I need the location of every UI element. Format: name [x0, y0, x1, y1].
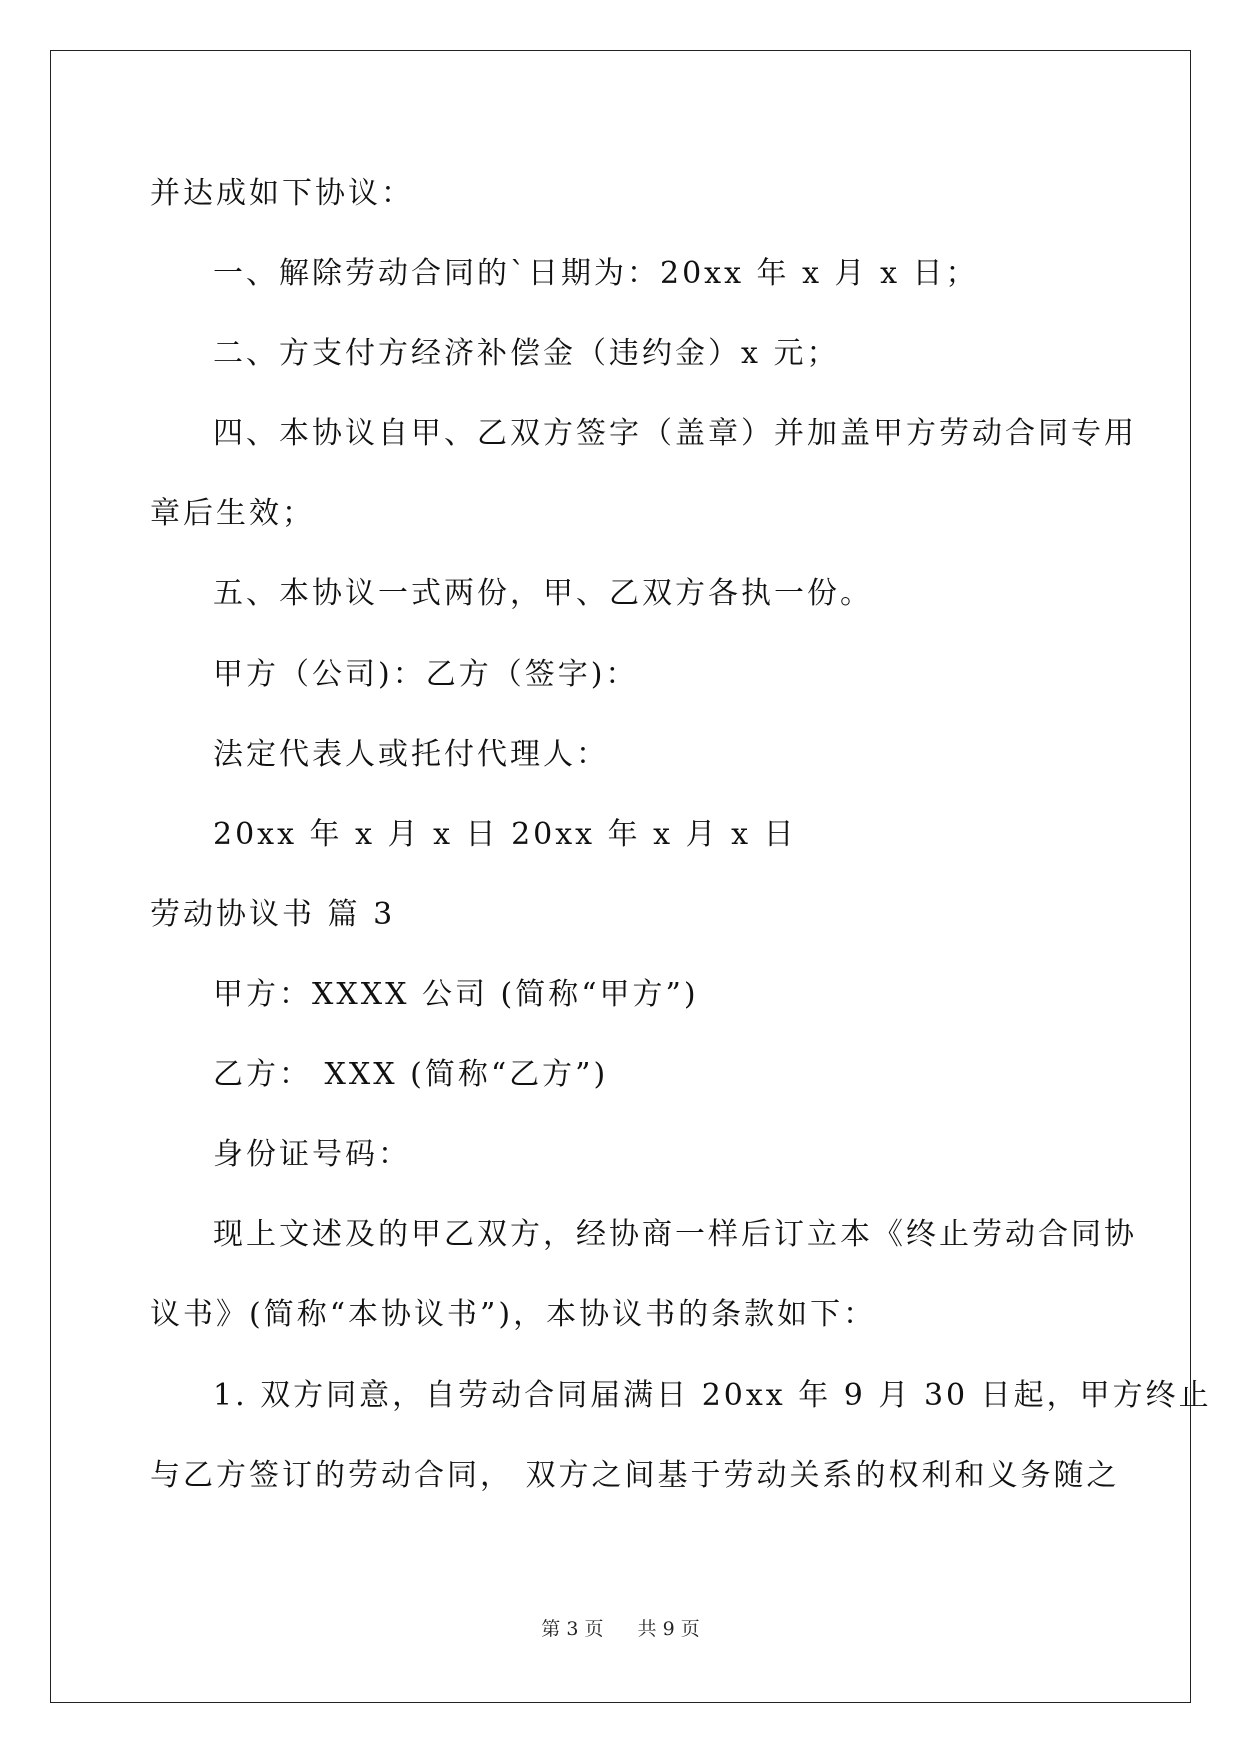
paragraph-line: 一、解除劳动合同的`日期为：20xx 年 x 月 x 日；	[213, 256, 979, 291]
page-number: 第 3 页	[541, 1618, 604, 1640]
section-heading: 劳动协议书 篇 3	[150, 897, 396, 932]
paragraph-line: 议书》(简称“本协议书”)，本协议书的条款如下：	[150, 1297, 877, 1332]
paragraph-line: 法定代表人或托付代理人：	[213, 737, 609, 772]
paragraph-line: 甲方（公司)：乙方（签字)：	[213, 657, 639, 692]
paragraph-line: 20xx 年 x 月 x 日 20xx 年 x 月 x 日	[213, 817, 797, 852]
paragraph-line: 甲方：XXXX 公司 (简称“甲方”)	[213, 977, 699, 1012]
page-total: 共 9 页	[637, 1618, 700, 1640]
paragraph-line: 身份证号码：	[213, 1137, 411, 1172]
paragraph-line: 五、本协议一式两份，甲、乙双方各执一份。	[213, 576, 873, 611]
paragraph-line: 乙方： XXX (简称“乙方”)	[213, 1057, 609, 1092]
paragraph-line: 并达成如下协议：	[150, 176, 414, 211]
paragraph-line: 章后生效；	[150, 496, 315, 531]
paragraph-line: 四、本协议自甲、乙双方签字（盖章）并加盖甲方劳动合同专用	[213, 416, 1137, 451]
paragraph-line: 二、方支付方经济补偿金（违约金）x 元；	[213, 336, 840, 371]
paragraph-line: 1. 双方同意，自劳动合同届满日 20xx 年 9 月 30 日起，甲方终止	[213, 1378, 1212, 1413]
page-footer	[0, 1617, 1241, 1641]
paragraph-line: 与乙方签订的劳动合同， 双方之间基于劳动关系的权利和义务随之	[150, 1458, 1120, 1493]
paragraph-line: 现上文述及的甲乙双方，经协商一样后订立本《终止劳动合同协	[213, 1217, 1137, 1252]
